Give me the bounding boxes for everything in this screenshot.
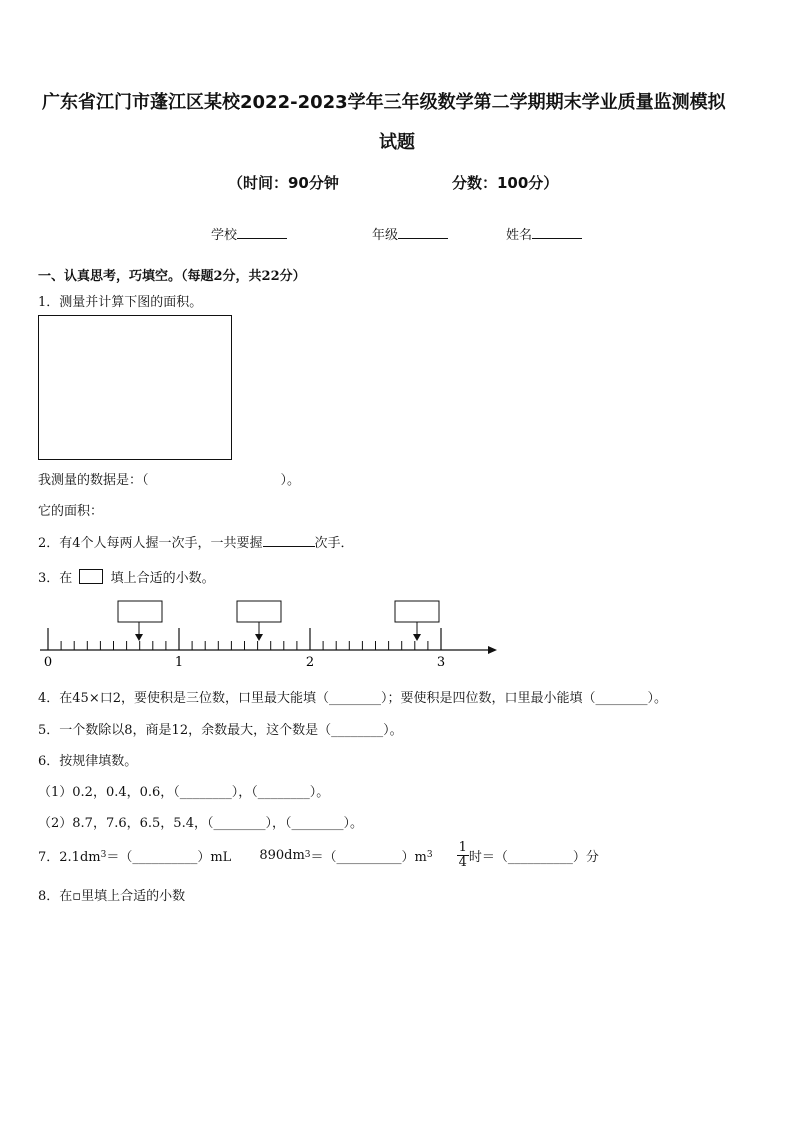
page-title-line2: 试题: [379, 132, 415, 153]
area-label: 它的面积：: [38, 504, 104, 519]
question-8: 8．在▫里填上合适的小数: [38, 889, 186, 904]
handshake-blank[interactable]: [263, 534, 315, 547]
grade-label: 年级: [372, 228, 399, 243]
axis-tick-labels: [44, 655, 445, 670]
q7-sup3: 3: [426, 850, 433, 860]
question-3-before: 3．在: [38, 571, 73, 586]
question-3: [38, 567, 215, 586]
question-2-before: 2．有4个人每两人握一次手，一共要握: [38, 536, 263, 551]
tick-label: 2: [305, 655, 315, 670]
exam-time: （时间：90分钟: [228, 174, 339, 192]
question-6-line-1: （1）0.2，0.4，0.6，（________），（________）。: [38, 785, 330, 800]
name-field[interactable]: [506, 224, 582, 243]
question-3-after: 填上合适的小数。: [110, 571, 215, 586]
section-heading: 一、认真思考，巧填空。（每题2分，共22分）: [38, 269, 306, 284]
question-2-after: 次手．: [314, 536, 354, 551]
q7-part1: 7．2.1dm: [38, 849, 101, 865]
q7-sup1: 3: [100, 850, 107, 860]
q7-part1b: ＝（__________）mL: [106, 849, 232, 865]
pointer-arrowhead-3: [413, 634, 421, 641]
answer-box-3[interactable]: [395, 601, 439, 622]
small-box-icon: [79, 569, 103, 584]
school-label: 学校: [211, 228, 238, 243]
question-7: [38, 838, 599, 872]
tick-label: 3: [436, 655, 446, 670]
school-field[interactable]: [211, 224, 287, 243]
exam-score: 分数：100分）: [452, 174, 559, 192]
axis-ticks: [48, 628, 441, 650]
question-6-line-2: （2）8.7，7.6，6.5，5.4，（________），（________）。: [38, 816, 363, 831]
name-label: 姓名: [506, 228, 533, 243]
q7-fraction: $\frac{1}{4}$: [458, 839, 467, 870]
measure-rectangle: [38, 315, 232, 460]
measure-close: ）。: [280, 473, 301, 488]
q7-part3: 时＝（__________）分: [468, 849, 599, 865]
q7-part2b: ＝（__________）m: [310, 849, 427, 865]
measure-line: [38, 469, 300, 488]
question-5: 5．一个数除以8，商是12，余数最大，这个数是（________）。: [38, 723, 403, 738]
q7-part2: 890dm: [259, 847, 305, 863]
grade-field[interactable]: [372, 224, 448, 243]
page-title-line1: 广东省江门市蓬江区某校2022-2023学年三年级数学第二学期期末学业质量监测模拟: [42, 92, 726, 113]
q7-sup2: 3: [304, 850, 311, 860]
answer-box-1[interactable]: [118, 601, 162, 622]
tick-label: 1: [174, 655, 184, 670]
tick-label: 0: [43, 655, 53, 670]
question-2: [38, 532, 354, 551]
axis-arrowhead: [488, 646, 497, 654]
answer-box-2[interactable]: [237, 601, 281, 622]
number-line: [36, 598, 506, 670]
question-6: 6．按规律填数。: [38, 754, 138, 769]
pointer-arrowhead-2: [255, 634, 263, 641]
question-1: 1．测量并计算下图的面积。: [38, 295, 203, 310]
measure-label: 我测量的数据是：（: [38, 473, 149, 488]
pointer-arrowhead-1: [135, 634, 143, 641]
question-4: 4．在45×口2，要使积是三位数，口里最大能填（________）；要使积是四位数，口里最小能填（________）。: [38, 691, 667, 706]
